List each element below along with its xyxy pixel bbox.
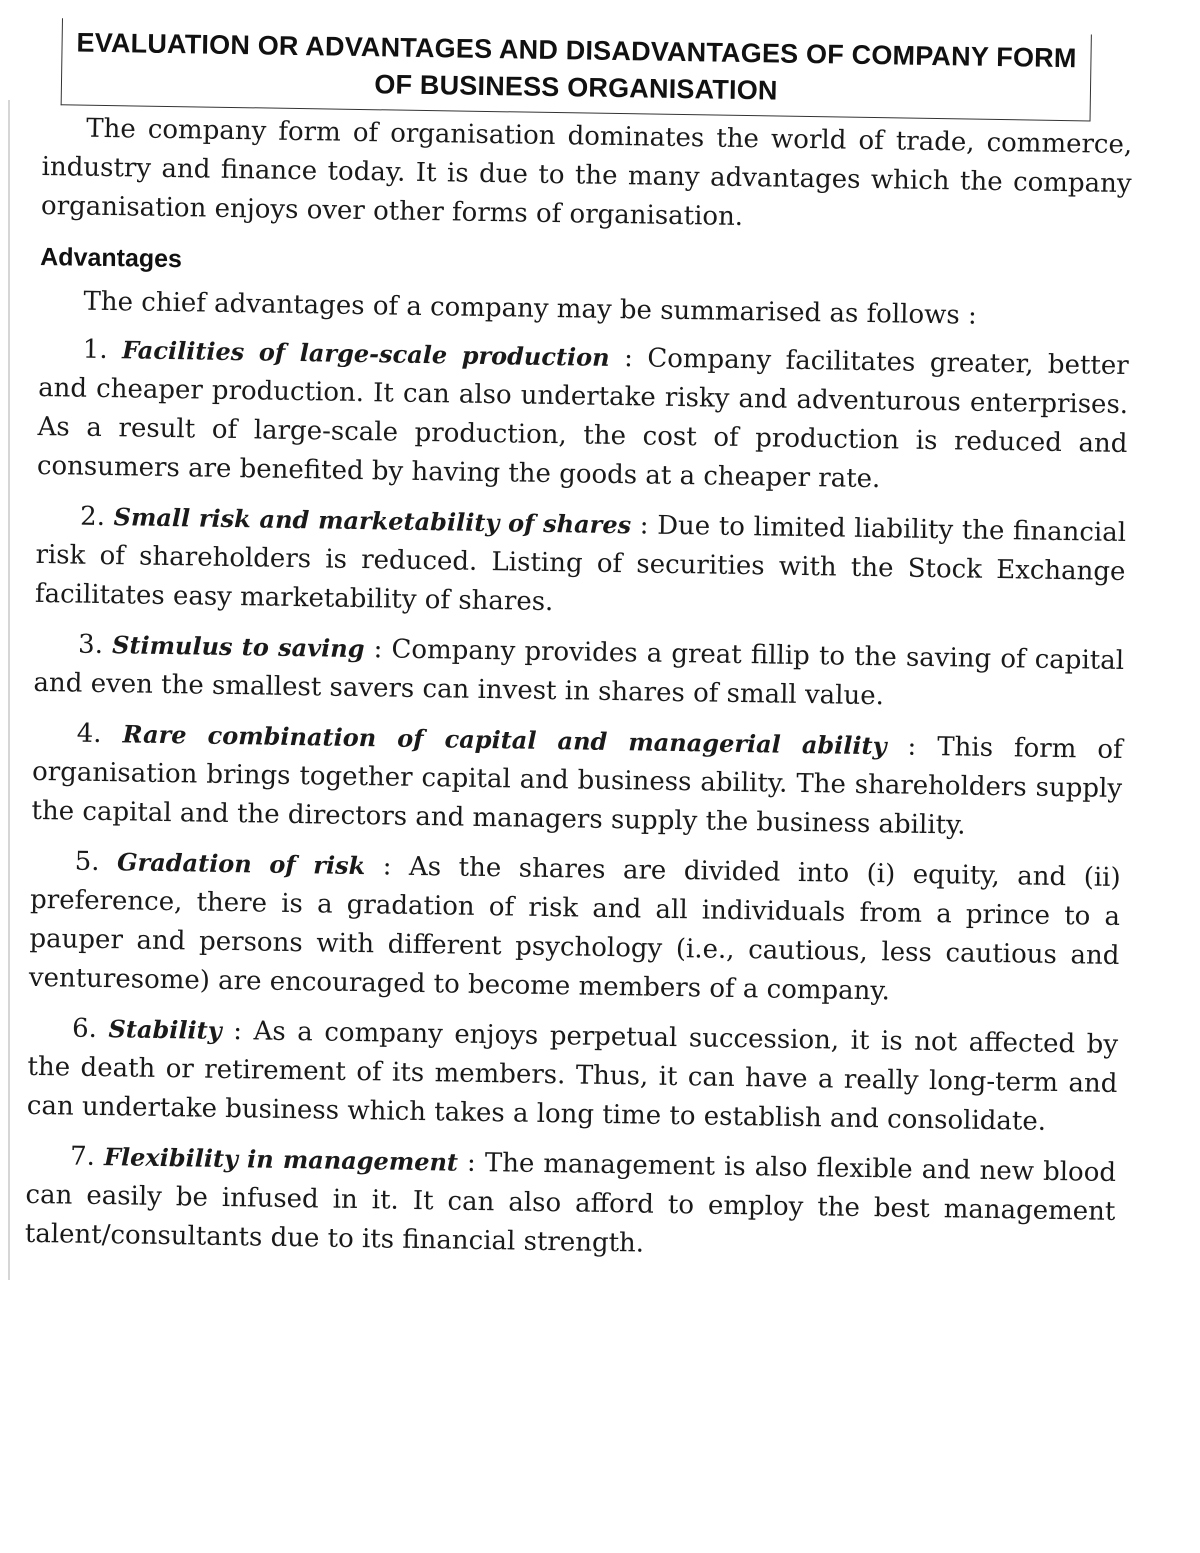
item-number: 3. — [77, 629, 104, 661]
item-number: 5. — [74, 846, 100, 877]
item-title: Facilities of large-scale production — [121, 335, 610, 372]
list-item-2 — [35, 496, 1127, 631]
list-item-3 — [33, 624, 1124, 720]
item-text: Company facilitates greater, better and cheaper production. It can also undertake risky and adventurous enterprises. As a result of large-scale production, the cost of production is reduced and consumers are benefited by having the goods at a cheaper rate. — [36, 343, 1129, 495]
lead-paragraph: The chief advantages of a company may be summarised as follows : — [83, 286, 977, 331]
item-number: 6. — [71, 1013, 98, 1044]
item-separator: : — [457, 1147, 486, 1179]
section-heading: Advantages — [40, 242, 183, 274]
item-text: As the shares are divided into (i) equity, and (ii) preference, there is a gradation of risk and all individuals from a prince to a pauper and persons with different psychology (i.e., cautious, less cautious and venturesome) are encouraged to become members of a company. — [28, 851, 1121, 1007]
intro-paragraph: The company form of organisation dominates the world of trade, commerce, industry and finance today. It is due to the many advantages which the company organisation enjoys over other forms of organisation. — [40, 113, 1133, 233]
page-edge-shadow — [8, 100, 10, 1280]
list-item-1 — [37, 329, 1129, 503]
item-text: Due to limited liability the financial risk of shareholders is reduced. Listing of securities with the Stock Exchange facilitates easy marketability of shares. — [34, 510, 1127, 618]
item-title: Gradation of risk — [116, 847, 366, 881]
document-page — [24, 18, 1133, 1281]
item-title: Rare combination of capital and managerial ability — [122, 719, 887, 761]
item-text: This form of organisation brings together capital and business ability. The shareholders supply the capital and the directors and managers supply the business ability. — [31, 732, 1123, 841]
item-title: Stability — [108, 1014, 222, 1045]
title-box — [61, 18, 1092, 121]
item-number: 4. — [76, 718, 102, 749]
advantages-list — [25, 329, 1129, 1271]
item-title: Flexibility in management — [103, 1142, 459, 1177]
item-separator: : — [886, 731, 938, 763]
title-line-1: EVALUATION OR ADVANTAGES AND DISADVANTAGES OF COMPANY FORM — [76, 27, 1077, 74]
item-separator: : — [221, 1015, 254, 1047]
list-item-7 — [25, 1136, 1117, 1271]
item-separator: : — [364, 634, 392, 665]
item-text: As a company enjoys perpetual succession, it is not affected by the death or retirement of its members. Thus, it can have a really long-term and can undertake business which takes a long time to establish and consolidate. — [26, 1016, 1119, 1137]
item-separator: : — [609, 342, 648, 374]
item-text: The management is also flexible and new blood can easily be infused in it. It can also afford to employ the best management talent/consultants due to its financial strength. — [24, 1148, 1117, 1259]
item-number: 2. — [79, 501, 106, 533]
item-text: Company provides a great fillip to the saving of capital and even the smallest savers can invest in shares of small value. — [33, 634, 1125, 712]
item-separator: : — [364, 851, 410, 882]
title-line-2: OF BUSINESS ORGANISATION — [374, 69, 778, 106]
item-number: 7. — [69, 1141, 96, 1172]
item-title: Small risk and marketability of shares — [113, 502, 632, 540]
item-number: 1. — [82, 334, 108, 366]
list-item-4 — [31, 713, 1123, 848]
item-separator: : — [630, 510, 658, 541]
list-item-6 — [27, 1008, 1119, 1143]
list-item-5 — [29, 841, 1121, 1015]
item-title: Stimulus to saving — [111, 630, 365, 664]
